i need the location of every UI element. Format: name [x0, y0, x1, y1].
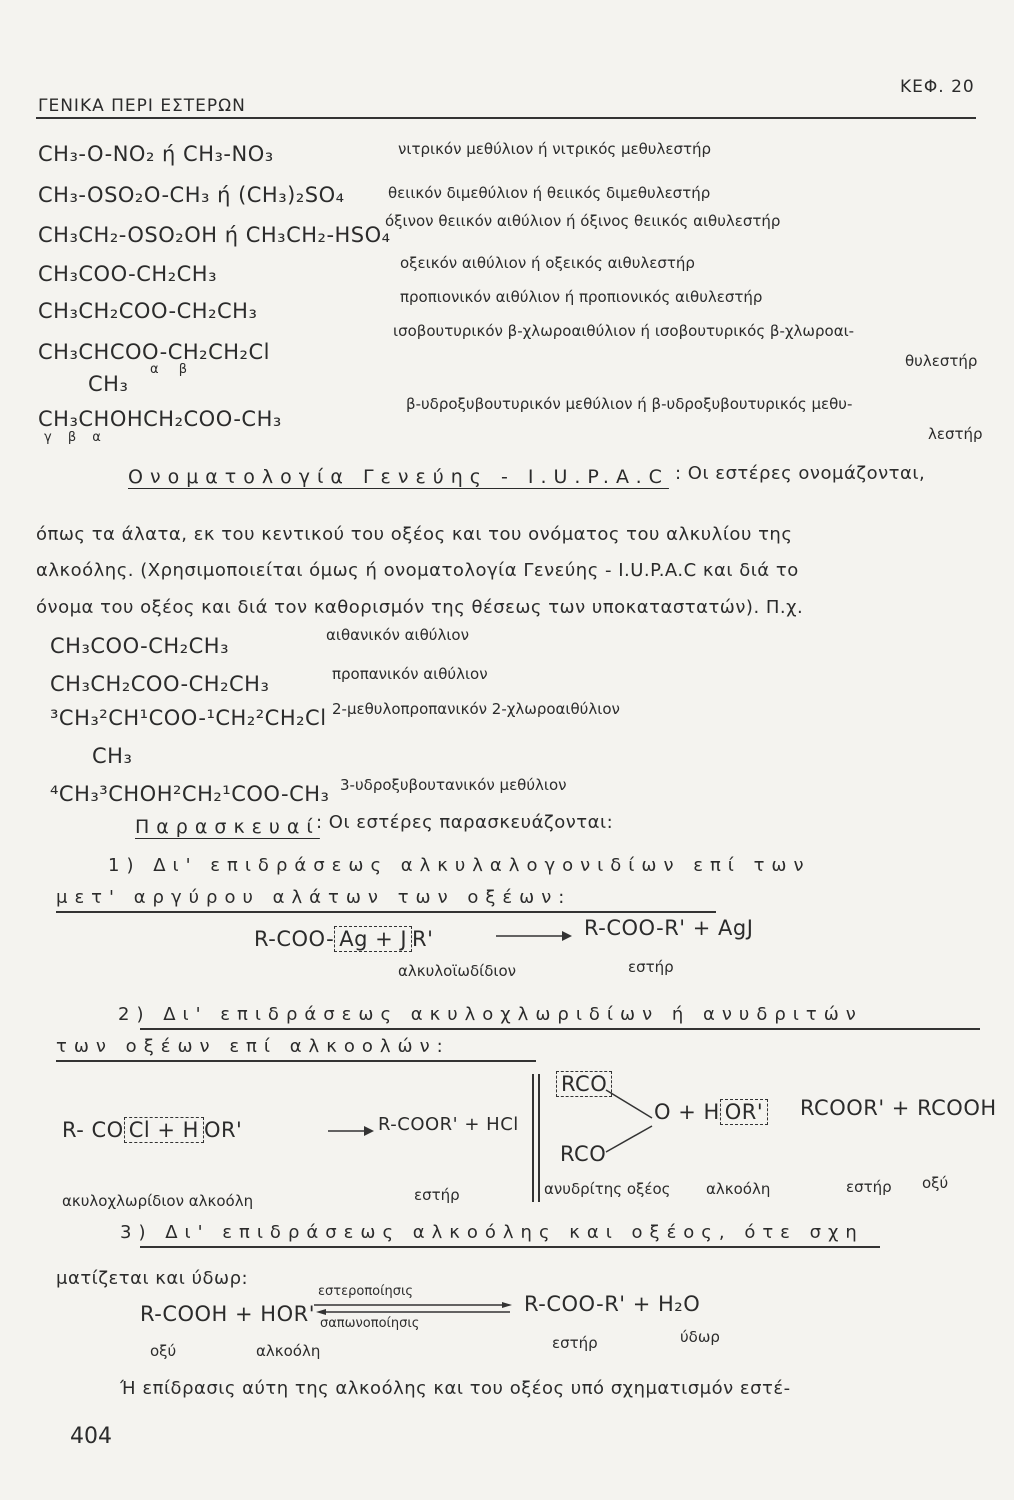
iupac-line-2: όπως τα άλατα, εκ του κεντικού του οξέος και του ονόματος του αλκυλίου της: [36, 524, 793, 545]
method-2-rule-2: [56, 1060, 536, 1062]
eq3-right: RCOOR' + RCOOH: [800, 1096, 997, 1120]
method-3-rule: [140, 1246, 880, 1248]
name-6: ισοβουτυρικόν β-χλωροαιθύλιον ή ισοβουτυρικός β-χλωροαι-: [393, 322, 855, 340]
eq3-label-1: ανυδρίτης οξέος: [544, 1180, 671, 1198]
iupac-name-2: προπανικόν αιθύλιον: [332, 665, 488, 683]
eq4-label-3: εστήρ: [552, 1334, 598, 1352]
method-1-rule: [56, 911, 716, 913]
eq2-label-1: ακυλοχλωρίδιον αλκοόλη: [62, 1192, 254, 1210]
method-1-line-1: 1) Δι' επιδράσεως αλκυλαλογονιδίων επί των: [108, 855, 811, 876]
name-5: προπιονικόν αιθύλιον ή προπιονικός αιθυλεστήρ: [400, 288, 763, 306]
eq1-right: R-COO-R' + AgJ: [584, 916, 754, 940]
eq4-left: R-COOH + HOR': [140, 1302, 315, 1326]
name-1: νιτρικόν μεθύλιον ή νιτρικός μεθυλεστήρ: [398, 140, 712, 158]
eq4-top: εστεροποίησις: [318, 1284, 414, 1299]
name-4: οξεικόν αιθύλιον ή οξεικός αιθυλεστήρ: [400, 254, 695, 272]
iupac-formula-3: ³CH₃²CH¹COO-¹CH₂²CH₂Cl: [50, 706, 327, 730]
eq2-label-2: εστήρ: [414, 1186, 460, 1204]
name-2: θειικόν διμεθύλιον ή θειικός διμεθυλεστήρ: [388, 184, 711, 202]
eq2-box: Cl + H: [124, 1117, 204, 1143]
formula-1: CH₃-O-NO₂ ή CH₃-NO₃: [38, 142, 274, 166]
formula-5: CH₃CH₂COO-CH₂CH₃: [38, 299, 258, 323]
iupac-formula-1: CH₃COO-CH₂CH₃: [50, 634, 230, 658]
prep-heading: Παρασκευαί: [135, 816, 320, 838]
greek-7: γ β α: [44, 430, 107, 445]
formula-7: CH₃CHOHCH₂COO-CH₃: [38, 407, 282, 431]
eq4-label-2: αλκοόλη: [256, 1342, 321, 1360]
iupac-line-1: : Οι εστέρες ονομάζονται,: [675, 463, 926, 484]
eq3-rco-2: RCO: [560, 1142, 607, 1166]
iupac-formula-2: CH₃CH₂COO-CH₂CH₃: [50, 672, 270, 696]
eq1-label-2: εστήρ: [628, 958, 674, 976]
iupac-heading: Ονοματολογία Γενεύης - I.U.P.A.C: [128, 466, 669, 488]
separator-1: [532, 1074, 534, 1202]
name-7: β-υδροξυβουτυρικόν μεθύλιον ή β-υδροξυβουτυρικός μεθυ-: [406, 395, 853, 413]
iupac-name-3: 2-μεθυλοπροπανικόν 2-χλωροαιθύλιον: [332, 700, 620, 718]
eq1-left: R-COO- Ag + J R': [254, 927, 434, 951]
eq2-arrow: [328, 1122, 374, 1134]
eq1-arrow: [496, 928, 572, 942]
eq4-label-4: ύδωρ: [680, 1328, 720, 1346]
eq4-label-1: οξύ: [150, 1342, 177, 1360]
formula-6: CH₃CHCOO-CH₂CH₂Cl: [38, 340, 270, 364]
iupac-line-3: αλκοόλης. (Χρησιμοποιείται όμως ή ονοματολογία Γενεύης - I.U.P.A.C και διά το: [36, 560, 799, 581]
eq3-mid: O + H OR': [654, 1100, 768, 1124]
eq2-left: R- CO Cl + H OR': [62, 1118, 243, 1142]
greek-6: α β: [150, 362, 195, 377]
eq3-label-3: εστήρ: [846, 1178, 892, 1196]
formula-3: CH₃CH₂-OSO₂OH ή CH₃CH₂-HSO₄: [38, 223, 391, 247]
branch-6: CH₃: [88, 372, 129, 396]
eq4-arrows: [314, 1301, 514, 1315]
method-2-line-2: των οξέων επί αλκοολών:: [56, 1036, 450, 1057]
method-2-line-1: 2) Δι' επιδράσεως ακυλοχλωριδίων ή ανυδριτών: [118, 1004, 863, 1025]
separator-2: [538, 1074, 540, 1202]
page-number: 404: [70, 1424, 112, 1449]
method-3-line-2: ματίζεται και ύδωρ:: [56, 1268, 249, 1289]
eq2-right: R-COOR' + HCl: [378, 1114, 519, 1135]
eq4-bottom: σαπωνοποίησις: [320, 1316, 420, 1331]
eq1-label-1: αλκυλοϊωδίδιον: [398, 962, 517, 980]
chapter-label: ΚΕΦ. 20: [900, 77, 975, 97]
eq3-bonds: [604, 1086, 654, 1158]
eq3-label-4: οξύ: [922, 1174, 949, 1192]
name-6b: θυλεστήρ: [905, 352, 978, 370]
formula-2: CH₃-OSO₂O-CH₃ ή (CH₃)₂SO₄: [38, 183, 345, 207]
iupac-line-4: όνομα του οξέος και διά τον καθορισμόν της θέσεως των υποκαταστατών). Π.χ.: [36, 597, 804, 618]
iupac-name-4: 3-υδροξυβουτανικόν μεθύλιον: [340, 776, 567, 794]
final-line: Ή επίδρασις αύτη της αλκοόλης και του οξέος υπό σχηματισμόν εστέ-: [120, 1378, 791, 1399]
eq3-rco-1: RCO: [556, 1072, 612, 1096]
name-3: όξινον θειικόν αιθύλιον ή όξινος θειικός αιθυλεστήρ: [385, 212, 781, 230]
eq3-label-2: αλκοόλη: [706, 1180, 771, 1198]
prep-intro: : Οι εστέρες παρασκευάζονται:: [316, 812, 614, 833]
iupac-name-1: αιθανικόν αιθύλιον: [326, 626, 469, 644]
method-2-rule-1: [140, 1028, 980, 1030]
iupac-branch-3: CH₃: [92, 744, 133, 768]
method-3-line-1: 3) Δι' επιδράσεως αλκοόλης και οξέος, ότε σχη: [120, 1222, 864, 1243]
method-1-line-2: μετ' αργύρου αλάτων των οξέων:: [56, 887, 572, 908]
header-rule: [36, 117, 976, 119]
eq1-box: Ag + J: [334, 926, 412, 952]
eq4-right: R-COO-R' + H₂O: [524, 1292, 701, 1316]
name-7b: λεστήρ: [928, 425, 983, 443]
iupac-formula-4: ⁴CH₃³CHOH²CH₂¹COO-CH₃: [50, 782, 330, 806]
formula-4: CH₃COO-CH₂CH₃: [38, 262, 218, 286]
page-title: ΓΕΝΙΚΑ ΠΕΡΙ ΕΣΤΕΡΩΝ: [38, 96, 246, 116]
